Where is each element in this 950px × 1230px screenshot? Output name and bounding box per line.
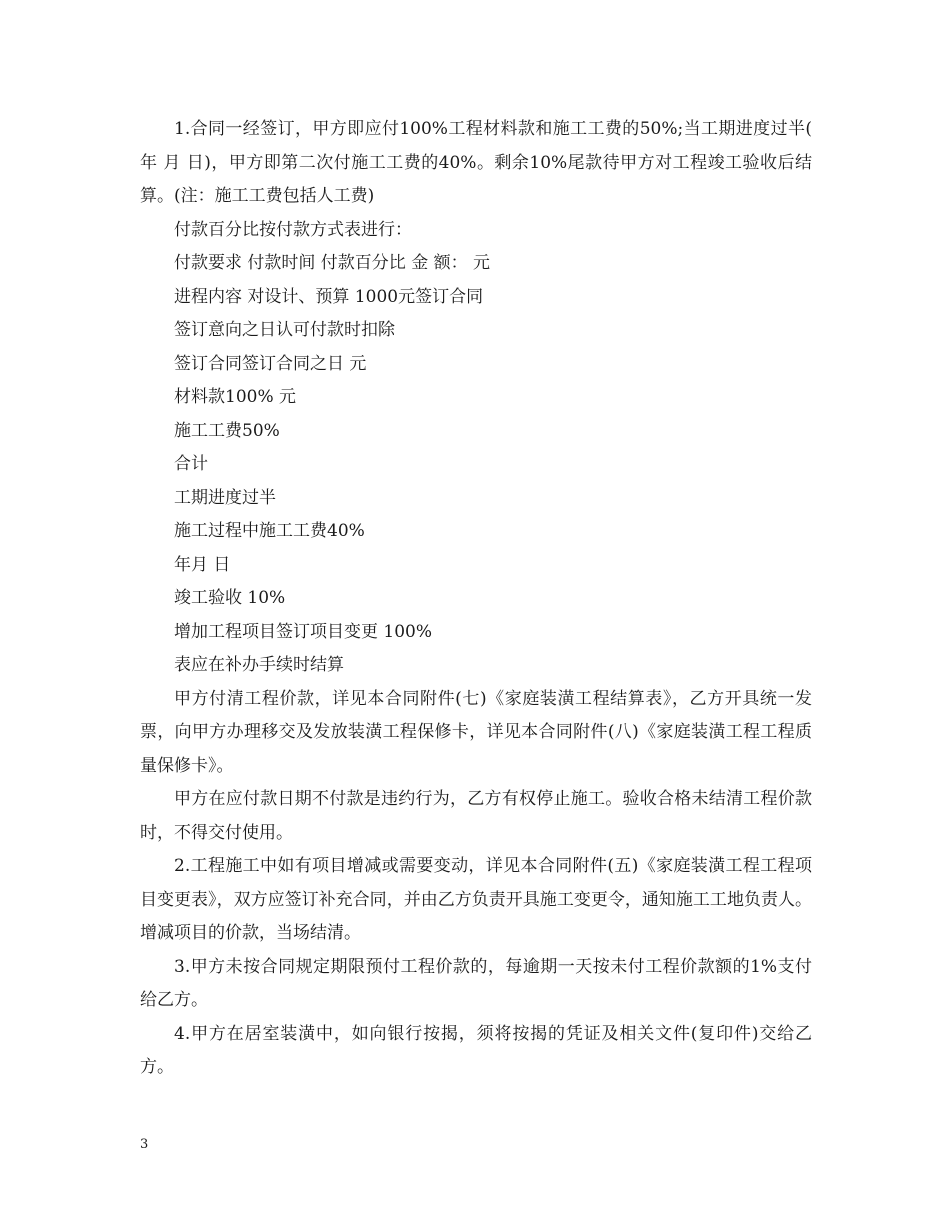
payment-table-line-11: 年月 日 <box>174 554 231 575</box>
paragraph-late-payment: 3.甲方未按合同规定期限预付工程价款的，每逾期一天按未付工程价款额的1%支付给乙方。 <box>140 956 812 1010</box>
payment-table-line-2: 付款要求 付款时间 付款百分比 金 额： 元 <box>174 253 491 273</box>
payment-table-line-13: 增加工程项目签订项目变更 100% <box>174 621 433 642</box>
payment-table-line-7: 施工工费50% <box>174 420 280 441</box>
paragraph-settlement: 甲方付清工程价款，详见本合同附件(七)《家庭装潢工程结算表》，乙方开具统一发票，向甲方办理移交及发放装潢工程保修卡，详见本合同附件(八)《家庭装潢工程工程质量保修卡》。 <box>140 688 812 776</box>
paragraph-mortgage: 4.甲方在居室装潢中，如向银行按揭，须将按揭的凭证及相关文件(复印件)交给乙方。 <box>140 1023 812 1077</box>
paragraph-changes: 2.工程施工中如有项目增减或需要变动，详见本合同附件(五)《家庭装潢工程工程项目变更表》，双方应签订补充合同，并由乙方负责开具施工变更令，通知施工工地负责人。增减项目的价款，当场结清。 <box>140 856 812 943</box>
paragraph-payment-terms: 1.合同一经签订，甲方即应付100%工程材料款和施工工费的50%;当工期进度过半( 年 月 日)，甲方即第二次付施工工费的40%。剩余10%尾款待甲方对工程竣工验收后结算。(注：施工工费包括人工费) <box>140 119 812 206</box>
payment-table-line-1: 付款百分比按付款方式表进行： <box>174 219 412 240</box>
payment-table-line-6: 材料款100% 元 <box>174 387 297 407</box>
payment-table-line-9: 工期进度过半 <box>174 487 276 508</box>
payment-table-line-14: 表应在补办手续时结算 <box>174 655 344 675</box>
payment-table-line-4: 签订意向之日认可付款时扣除 <box>174 320 395 340</box>
paragraph-breach: 甲方在应付款日期不付款是违约行为，乙方有权停止施工。验收合格未结清工程价款时，不得交付使用。 <box>140 789 812 843</box>
payment-table-line-10: 施工过程中施工工费40% <box>174 521 365 541</box>
payment-table-line-3: 进程内容 对设计、预算 1000元签订合同 <box>174 286 484 307</box>
payment-table-line-5: 签订合同签订合同之日 元 <box>174 353 367 374</box>
payment-table-line-12: 竣工验收 10% <box>174 588 286 608</box>
page-number: 3 <box>140 1137 149 1152</box>
document-body <box>140 113 812 1085</box>
payment-table-line-8: 合计 <box>174 454 208 474</box>
